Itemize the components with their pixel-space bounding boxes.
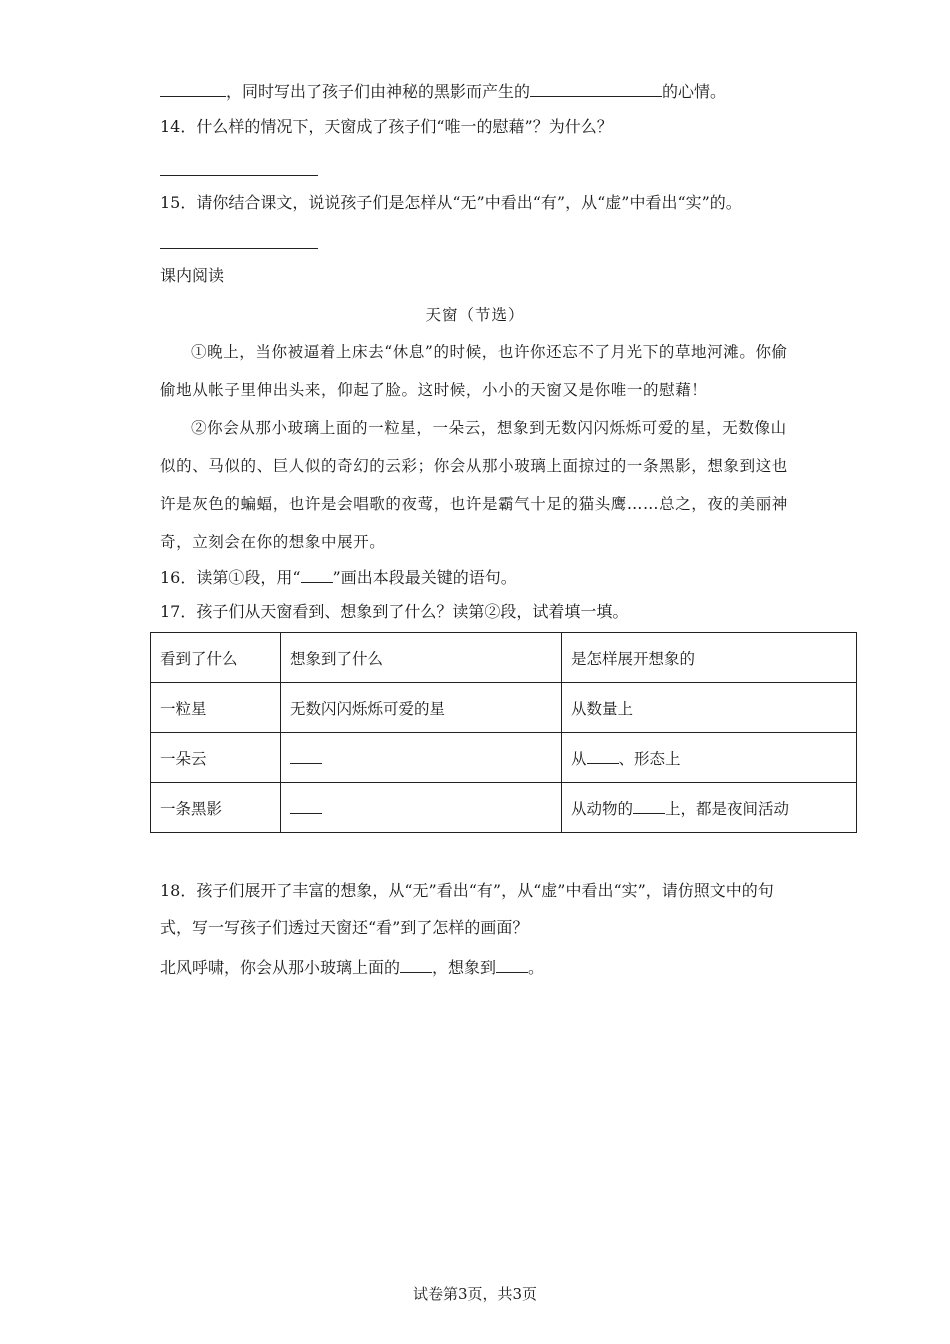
question-18-line2: 式，写一写孩子们透过天窗还“看”到了怎样的画面？ [160, 918, 529, 937]
section-heading: 课内阅读 [160, 266, 225, 285]
question-14: 14．什么样的情况下，天窗成了孩子们“唯一的慰藉”？为什么？ [160, 117, 613, 136]
fill-blank[interactable] [587, 747, 619, 764]
fill-blank[interactable] [530, 80, 662, 97]
table-row [151, 733, 857, 783]
q18-text-pre: 北风呼啸，你会从那小玻璃上面的 [160, 958, 401, 977]
fill-blank[interactable] [290, 797, 322, 814]
how-text-pre: 从动物的 [571, 799, 634, 818]
fill-blank[interactable] [633, 797, 665, 814]
table-cell-how [562, 683, 857, 733]
fill-blank[interactable] [290, 747, 322, 764]
table-cell-imagined: 无数闪闪烁烁可爱的星 [281, 683, 562, 733]
question-16 [160, 566, 517, 588]
fill-blank[interactable] [160, 80, 226, 97]
passage-body [160, 333, 790, 561]
q13-tail-line [160, 80, 726, 102]
q18-text-mid: ，想象到 [432, 958, 497, 977]
table-cell-imagined [281, 733, 562, 783]
table-cell-how [562, 783, 857, 833]
how-text-post: 上，都是夜间活动 [665, 799, 790, 818]
table-header: 想象到了什么 [281, 633, 562, 683]
q13-text-end: 的心情。 [662, 82, 727, 101]
table-cell-how [562, 733, 857, 783]
question-15: 15．请你结合课文，说说孩子们是怎样从“无”中看出“有”，从“虚”中看出“实”的。 [160, 193, 742, 212]
table-cell-seen: 一条黑影 [151, 783, 281, 833]
answer-line-14[interactable] [160, 175, 318, 176]
table-row [151, 783, 857, 833]
fill-blank[interactable] [496, 956, 528, 973]
passage-paragraph-2: ②你会从那小玻璃上面的一粒星，一朵云，想象到无数闪闪烁烁可爱的星，无数像山似的、马似的、巨人似的奇幻的云彩；你会从那小玻璃上面掠过的一条黑影，想象到这也许是灰色的蝙蝠，也许是会唱歌的夜莺，也许是霸气十足的猫头鹰……总之，夜的美丽神奇，立刻会在你的想象中展开。 [160, 419, 788, 551]
table-header-row [151, 633, 857, 683]
fill-blank[interactable] [301, 566, 333, 583]
how-text: 从数量上 [571, 699, 634, 718]
passage-paragraph-1: ①晚上，当你被逼着上床去“休息”的时候，也许你还忘不了月光下的草地河滩。你偷偷地从帐子里伸出头来，仰起了脸。这时候，小小的天窗又是你唯一的慰藉！ [160, 343, 788, 399]
table-cell-seen: 一朵云 [151, 733, 281, 783]
how-text-pre: 从 [571, 749, 587, 768]
table-cell-seen: 一粒星 [151, 683, 281, 733]
table-cell-imagined [281, 783, 562, 833]
question-18-line1: 18．孩子们展开了丰富的想象，从“无”看出“有”，从“虚”中看出“实”，请仿照文中的句 [160, 881, 774, 900]
q18-text-end: 。 [528, 958, 545, 977]
passage-title: 天窗（节选） [425, 306, 525, 324]
answer-line-15[interactable] [160, 248, 318, 249]
table-row [151, 683, 857, 733]
fill-blank[interactable] [400, 956, 432, 973]
q16-text-pre: 16．读第①段，用“ [160, 568, 301, 587]
question-17: 17．孩子们从天窗看到、想象到了什么？读第②段，试着填一填。 [160, 602, 629, 621]
table-header: 是怎样展开想象的 [562, 633, 857, 683]
q13-text-mid: ，同时写出了孩子们由神秘的黑影而产生的 [226, 82, 531, 101]
how-text-post: 、形态上 [618, 749, 681, 768]
fill-table [150, 632, 857, 833]
q16-text-post: ”画出本段最关键的语句。 [332, 568, 517, 587]
question-18-line3 [160, 956, 544, 978]
table-header: 看到了什么 [151, 633, 281, 683]
page-footer: 试卷第3页，共3页 [412, 1285, 538, 1303]
